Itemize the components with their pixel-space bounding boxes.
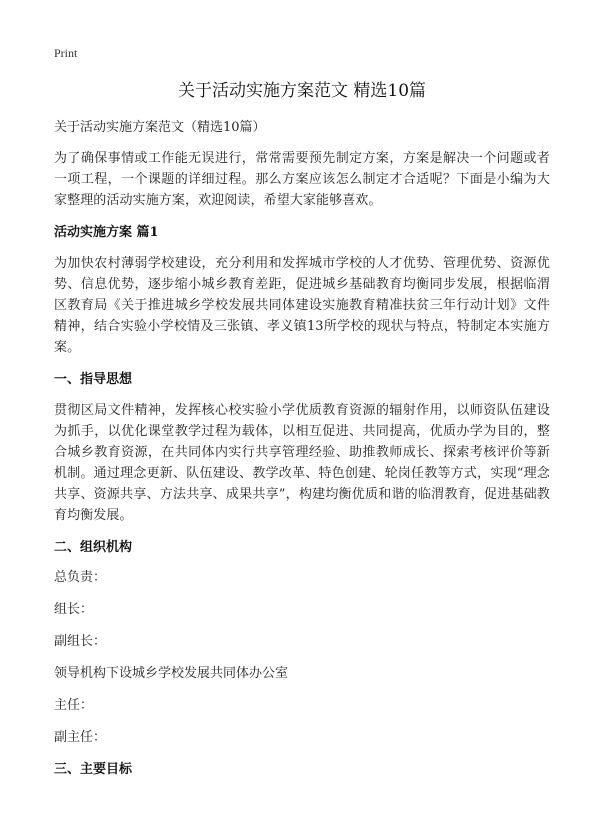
- org-field-leader: 组长：: [54, 602, 94, 617]
- intro-paragraph: 为了确保事情或工作能无误进行，常常需要预先制定方案，方案是解决一个问题或者一项工程，一个课题的详细过程。那么方案应该怎么制定才合适呢？下面是小编为大家整理的活动实施方案，欢迎阅读，希望大家能够喜欢。: [54, 151, 550, 208]
- document-subtitle: 关于活动实施方案范文（精选10篇）: [54, 120, 266, 135]
- article-paragraph: 为加快农村薄弱学校建设，充分利用和发挥城市学校的人才优势、管理优势、资源优势、信息优势，逐步缩小城乡教育差距，促进城乡基础教育均衡同步发展，根据临渭区教育局《关于推进城乡学校发展共同体建设实施教育精准扶贫三年行动计划》文件精神，结合实验小学校情及三张镇、孝义镇13所学校的现状与特点，特制定本实施方案。: [54, 256, 550, 355]
- org-field-director: 主任：: [54, 698, 94, 713]
- guiding-ideology-paragraph: 贯彻区局文件精神，发挥核心校实验小学优质教育资源的辐射作用，以师资队伍建设为抓手，以优化课堂教学过程为载体，以相互促进、共同提高，优质办学为目的，整合城乡教育资源，在共同体内实行共享管理经验、助推教师成长、探索考核评价等新机制。通过理念更新、队伍建设、教学改革、特色创建、轮岗任教等方式，实现“理念共享、资源共享、方法共享、成果共享”，构建均衡优质和谐的临渭教育，促进基础教育均衡发展。: [54, 403, 550, 523]
- org-field-deputy-leader: 副组长：: [54, 634, 107, 649]
- article-heading: 活动实施方案 篇1: [54, 225, 159, 240]
- org-field-chief: 总负责：: [54, 570, 107, 585]
- section-heading-main-goals: 三、主要目标: [54, 762, 133, 777]
- document-title: 关于活动实施方案范文 精选10篇: [177, 81, 427, 101]
- org-field-deputy-director: 副主任：: [54, 730, 107, 745]
- org-field-office: 领导机构下设城乡学校发展共同体办公室: [54, 666, 289, 681]
- section-heading-organization: 二、组织机构: [54, 540, 133, 555]
- section-heading-guiding-ideology: 一、指导思想: [54, 372, 133, 387]
- print-link[interactable]: Print: [54, 46, 78, 60]
- document-body: [54, 80, 550, 790]
